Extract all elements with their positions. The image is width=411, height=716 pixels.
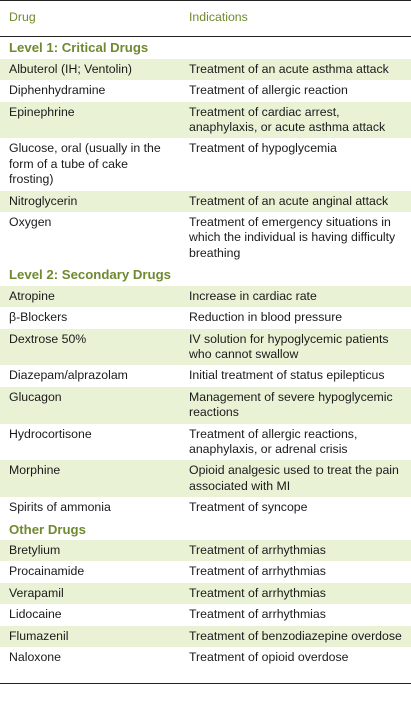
table-header-row [0,1,411,37]
indication-cell: IV solution for hypoglycemic patients who cannot swallow [180,329,411,366]
drug-name-cell: Atropine [0,286,180,307]
indication-cell: Treatment of arrhythmias [189,564,326,579]
drug-name-cell: Lidocaine [9,607,62,622]
drug-name-cell: Diazepam/alprazolam [9,368,128,383]
drug-name-cell: Verapamil [0,583,180,604]
indication-cell: Initial treatment of status epilepticus [189,368,385,383]
table-row [0,561,411,582]
table-row [0,212,411,264]
drug-name-cell: Diphenhydramine [9,83,106,98]
table-bottom-rule [0,668,411,684]
drug-name-cell: Oxygen [9,215,52,230]
table-row [0,647,411,668]
table-row [0,365,411,386]
drug-name-cell: β-Blockers [9,310,68,325]
drug-name-cell: Bretylium [0,540,180,561]
indication-cell: Treatment of allergic reaction [189,83,348,98]
table-row [0,307,411,328]
header-indications: Indications [180,1,411,37]
indication-cell: Treatment of emergency situations in which the individual is having difficulty breathing [189,215,396,260]
section-title: Other Drugs [0,519,411,540]
indication-cell: Treatment of syncope [189,500,308,515]
section-heading-row [0,37,411,59]
table-row [0,460,411,497]
indication-cell: Reduction in blood pressure [189,310,343,325]
indication-cell: Treatment of arrhythmias [189,607,326,622]
section-heading-row [0,519,411,540]
table-row [0,138,411,190]
drug-name-cell: Glucagon [0,387,180,424]
table-row [0,540,411,561]
table-row [0,80,411,101]
indication-cell: Treatment of hypoglycemia [189,141,337,156]
drug-name-cell: Dextrose 50% [0,329,180,366]
drug-name-cell: Glucose, oral (usually in the form of a tube of cake frosting) [9,141,161,187]
indication-cell: Increase in cardiac rate [180,286,411,307]
header-drug: Drug [0,1,180,37]
indication-cell: Treatment of allergic reactions, anaphylaxis, or adrenal crisis [189,426,358,456]
indication-cell: Treatment of benzodiazepine overdose [180,626,411,647]
table-row [0,424,411,461]
table-bottom-rule-cell [0,668,411,684]
indication-cell: Treatment of opioid overdose [189,650,349,664]
drug-name-cell: Naloxone [9,650,61,664]
table-row [0,286,411,307]
indication-cell: Treatment of an acute asthma attack [180,59,411,80]
table-row [0,497,411,518]
drug-name-cell: Hydrocortisone [9,426,92,441]
drug-name-cell: Flumazenil [0,626,180,647]
indication-cell: Opioid analgesic used to treat the pain associated with MI [180,460,411,497]
table-row [0,604,411,625]
section-title: Level 1: Critical Drugs [0,37,411,59]
indication-cell: Management of severe hypoglycemic reactions [180,387,411,424]
drug-name-cell: Albuterol (IH; Ventolin) [0,59,180,80]
table-row [0,387,411,424]
table-body [0,37,411,684]
indication-cell: Treatment of arrhythmias [180,583,411,604]
table-row [0,59,411,80]
drug-name-cell: Spirits of ammonia [9,500,111,515]
indication-cell: Treatment of an acute anginal attack [180,191,411,212]
indication-cell: Treatment of arrhythmias [180,540,411,561]
drug-name-cell: Nitroglycerin [0,191,180,212]
table-row [0,583,411,604]
drug-name-cell: Epinephrine [0,102,180,139]
table-row [0,191,411,212]
drug-name-cell: Morphine [0,460,180,497]
table-row [0,626,411,647]
table-row [0,102,411,139]
section-title: Level 2: Secondary Drugs [0,264,411,285]
section-heading-row [0,264,411,285]
indication-cell: Treatment of cardiac arrest, anaphylaxis, or acute asthma attack [180,102,411,139]
drug-name-cell: Procainamide [9,564,85,579]
table-row [0,329,411,366]
